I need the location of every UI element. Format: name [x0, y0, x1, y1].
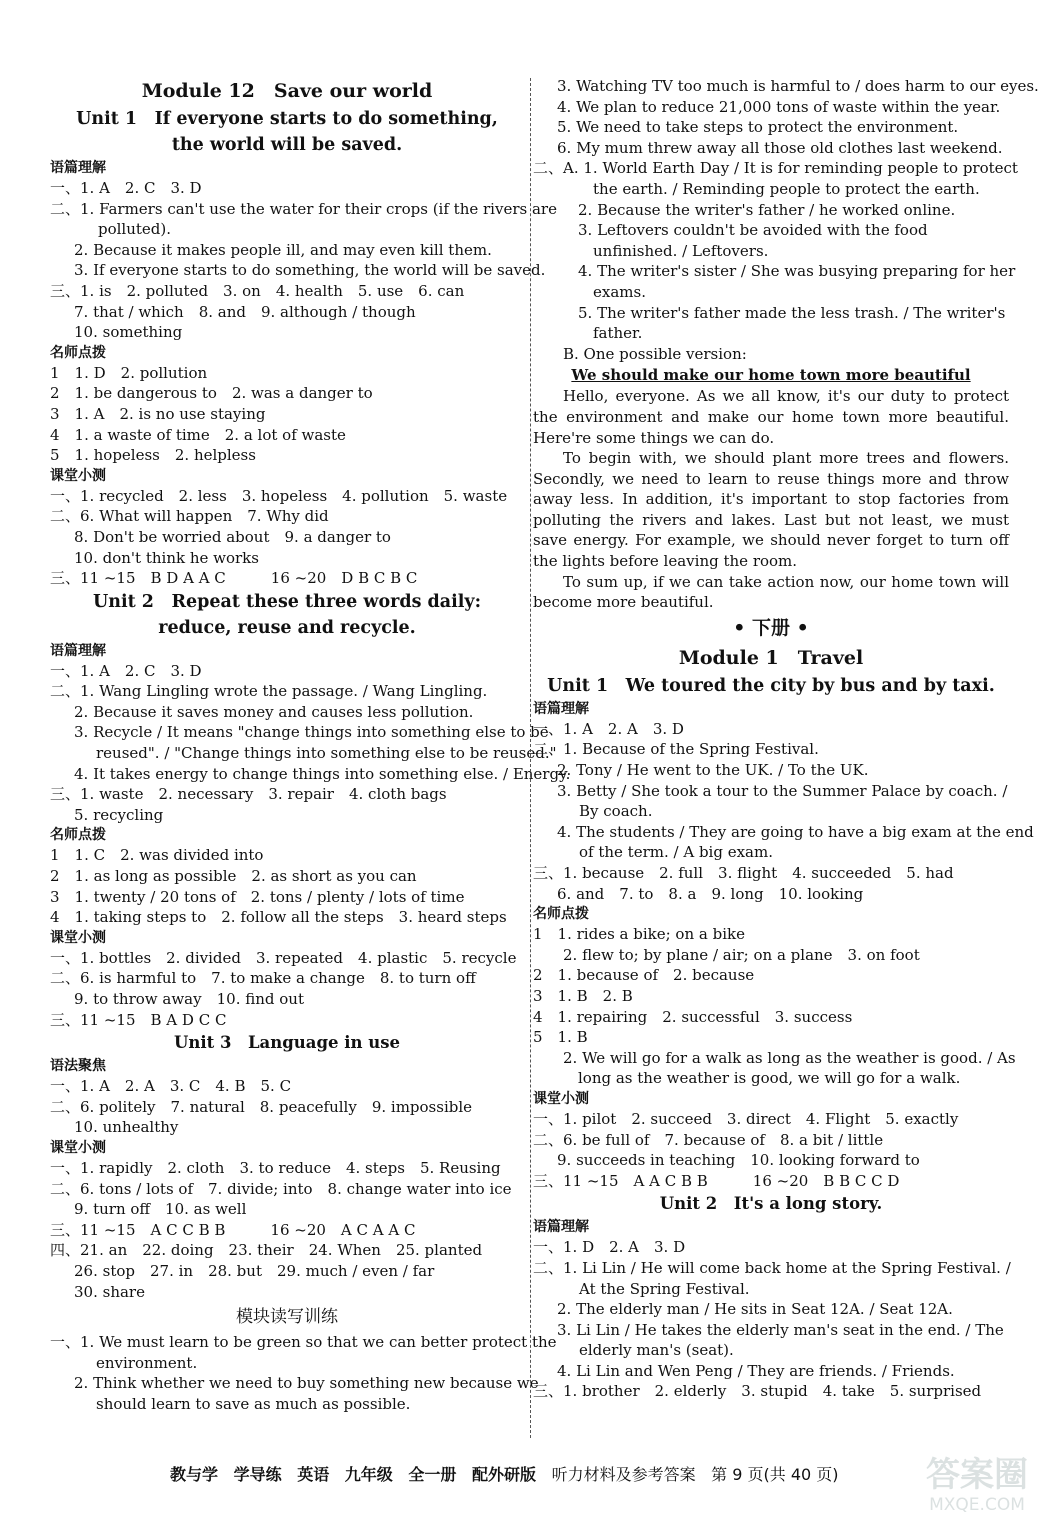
left-line: 2. Because it saves money and causes less pollution.	[74, 702, 474, 721]
left-line: 二、6. What will happen 7. Why did	[50, 507, 329, 526]
footer-content: 听力材料及参考答案	[551, 1465, 696, 1484]
left-line: 26. stop 27. in 28. but 29. much / even / far	[74, 1261, 435, 1280]
right-line: 语篇理解	[533, 700, 589, 717]
right-line: • 下册 •	[733, 616, 809, 639]
footer-grade: 九年级	[344, 1465, 393, 1484]
left-line: 语篇理解	[50, 160, 106, 176]
right-line: 3. Li Lin / He takes the elderly man's seat in the end. / The	[557, 1320, 1004, 1339]
right-line: of the term. / A big exam.	[579, 843, 773, 862]
left-line: 4 1. taking steps to 2. follow all the steps 3. heard steps	[50, 908, 507, 927]
left-line: Unit 3 Language in use	[173, 1033, 401, 1053]
right-line: 5. We need to take steps to protect the environment.	[557, 118, 959, 137]
right-line: 4. The students / They are going to have a big exam at the end	[557, 822, 1034, 841]
right-line: 3 1. B 2. B	[533, 986, 633, 1005]
left-line: 三、1. waste 2. necessary 3. repair 4. cloth bags	[50, 785, 447, 804]
left-line: 3. If everyone starts to do something, the world will be saved.	[74, 261, 546, 280]
left-line: 9. turn off 10. as well	[74, 1200, 247, 1219]
right-line: At the Spring Festival.	[579, 1279, 750, 1298]
left-line: 课堂小测	[50, 467, 106, 484]
watermark-text: 答案圈	[926, 1455, 1028, 1495]
right-line: Hello, everyone. As we all know, it's our duty to protect the environment and make our home town more beautiful. Here're some things we can do.	[533, 387, 1009, 447]
footer-book: 教与学	[170, 1465, 219, 1484]
right-line: 2. We will go for a walk as long as the weather is good. / As	[533, 1048, 1016, 1067]
footer-edition: 配外研版	[471, 1465, 536, 1484]
right-line: 4. We plan to reduce 21,000 tons of waste within the year.	[557, 97, 1001, 116]
left-line: 5 1. hopeless 2. helpless	[50, 446, 256, 465]
left-line: environment.	[96, 1353, 198, 1372]
left-line: 一、1. A 2. A 3. C 4. B 5. C	[50, 1077, 292, 1096]
right-line: 二、A. 1. World Earth Day / It is for reminding people to protect	[533, 159, 1018, 178]
right-line: exams.	[533, 282, 646, 301]
left-line: 3. Recycle / It means "change things into something else to be	[74, 723, 549, 742]
right-line: 三、1. brother 2. elderly 3. stupid 4. take 5. surprised	[533, 1382, 982, 1401]
right-line: 二、6. be full of 7. because of 8. a bit / little	[533, 1130, 884, 1149]
right-line: 三、11 ~15 A A C B B 16 ~20 B B C C D	[533, 1171, 900, 1190]
right-line: 2. flew to; by plane / air; on a plane 3. on foot	[533, 945, 920, 964]
left-line: 2. Because it makes people ill, and may even kill them.	[74, 240, 492, 259]
left-line: 四、21. an 22. doing 23. their 24. When 25. planted	[50, 1241, 483, 1260]
left-line: 名师点拨	[50, 827, 106, 844]
right-line: 名师点拨	[533, 906, 589, 923]
left-line: 三、11 ~15 B D A A C 16 ~20 D B C B C	[50, 569, 418, 588]
right-line: the earth. / Reminding people to protect the earth.	[533, 179, 980, 198]
left-line: 3 1. A 2. is no use staying	[50, 404, 266, 423]
left-line: 名师点拨	[50, 344, 106, 361]
right-line: 一、1. pilot 2. succeed 3. direct 4. Flight 5. exactly	[533, 1109, 959, 1128]
right-line: long as the weather is good, we will go for a walk.	[533, 1069, 961, 1088]
right-line: 6. and 7. to 8. a 9. long 10. looking	[557, 884, 864, 903]
right-line: 2. Tony / He went to the UK. / To the UK.	[557, 761, 869, 780]
left-line: 10. unhealthy	[74, 1118, 179, 1137]
left-line: Unit 2 Repeat these three words daily:	[92, 591, 482, 612]
right-line: We should make our home town more beautiful	[571, 366, 971, 385]
right-line: To begin with, we should plant more trees and flowers. Secondly, we need to learn to reuse things more and throw away less. In addition, it's important to stop factories from polluting the rivers and lakes. Last but not least, we must save energy. For example, we should never forget to turn off the lights before leaving the room.	[533, 449, 1009, 571]
watermark-url: MXQE.COM	[929, 1495, 1025, 1515]
left-line: 2 1. be dangerous to 2. was a danger to	[50, 384, 373, 403]
left-line: 10. something	[74, 323, 183, 342]
right-line: unfinished. / Leftovers.	[533, 241, 769, 260]
footer-page-number: 第 9 页(共 40 页)	[711, 1465, 839, 1484]
right-line: 9. succeeds in teaching 10. looking forward to	[557, 1151, 920, 1170]
left-line: 模块读写训练	[236, 1307, 338, 1328]
left-line: 2 1. as long as possible 2. as short as you can	[50, 867, 417, 886]
left-line: 1 1. D 2. pollution	[50, 363, 208, 382]
left-line: reduce, reuse and recycle.	[158, 617, 416, 638]
left-line: 一、1. A 2. C 3. D	[50, 661, 202, 680]
left-line: 课堂小测	[50, 1139, 106, 1156]
left-line: 3 1. twenty / 20 tons of 2. tons / plenty / lots of time	[50, 887, 465, 906]
left-line: Module 12 Save our world	[141, 80, 433, 102]
right-line: 语篇理解	[533, 1219, 589, 1236]
left-line: 三、1. is 2. polluted 3. on 4. health 5. use 6. can	[50, 281, 465, 300]
left-line: 一、1. A 2. C 3. D	[50, 179, 202, 197]
right-line: 1 1. rides a bike; on a bike	[533, 925, 745, 944]
right-line: 2. The elderly man / He sits in Seat 12A. / Seat 12A.	[557, 1300, 953, 1319]
left-line: 一、1. bottles 2. divided 3. repeated 4. plastic 5. recycle	[50, 948, 517, 967]
left-line: 语法聚焦	[50, 1058, 106, 1075]
right-line: 一、1. A 2. A 3. D	[533, 719, 684, 738]
right-line: 三、1. because 2. full 3. flight 4. succeeded 5. had	[533, 864, 954, 882]
left-line: reused". / "Change things into something else to be reused."	[96, 744, 557, 763]
left-line: 2. Think whether we need to buy something new because we	[74, 1374, 539, 1393]
left-line: 4. It takes energy to change things into something else. / Energy.	[74, 764, 571, 783]
right-line: 5. The writer's father made the less trash. / The writer's	[533, 303, 1006, 322]
left-line: 5. recycling	[74, 805, 164, 824]
left-line: Unit 1 If everyone starts to do something,	[76, 109, 498, 129]
right-line: 3. Betty / She took a tour to the Summer Palace by coach. /	[557, 781, 1008, 800]
footer-volume: 全一册	[408, 1465, 457, 1484]
right-line: 5 1. B	[533, 1028, 588, 1047]
right-line: Unit 1 We toured the city by bus and by taxi.	[547, 675, 995, 696]
left-line: 三、11 ~15 B A D C C	[50, 1010, 227, 1029]
left-line: 一、1. recycled 2. less 3. hopeless 4. pollution 5. waste	[50, 486, 508, 505]
watermark-logo	[907, 1455, 1047, 1527]
right-line: By coach.	[579, 802, 653, 821]
left-line: 课堂小测	[50, 929, 106, 946]
right-line: 3. Leftovers couldn't be avoided with the food	[533, 221, 928, 240]
left-line: 8. Don't be worried about 9. a danger to	[74, 527, 391, 546]
page-footer	[170, 1462, 890, 1485]
right-line: 课堂小测	[533, 1090, 589, 1107]
left-line: 语篇理解	[50, 642, 106, 659]
left-line: 一、1. We must learn to be green so that we can better protect the	[50, 1333, 557, 1352]
right-line: B. One possible version:	[533, 344, 747, 363]
right-column	[533, 76, 1039, 1402]
right-line: 二、1. Because of the Spring Festival.	[533, 740, 819, 759]
left-line: 1 1. C 2. was divided into	[50, 846, 264, 865]
left-line: 30. share	[74, 1282, 145, 1301]
footer-subject: 英语	[297, 1465, 330, 1484]
left-line: should learn to save as much as possible.	[96, 1394, 411, 1413]
right-line: 2. Because the writer's father / he worked online.	[533, 200, 956, 219]
column-divider	[530, 78, 531, 1438]
footer-series: 学导练	[233, 1465, 282, 1484]
left-line: 一、1. rapidly 2. cloth 3. to reduce 4. steps 5. Reusing	[50, 1158, 501, 1177]
left-line: 4 1. a waste of time 2. a lot of waste	[50, 425, 346, 444]
left-line: polluted).	[98, 220, 172, 239]
right-line: 3. Watching TV too much is harmful to / does harm to our eyes.	[557, 77, 1039, 95]
left-line: 三、11 ~15 A C C B B 16 ~20 A C A A C	[50, 1220, 416, 1239]
right-line: 6. My mum threw away all those old clothes last weekend.	[557, 138, 1003, 157]
right-line: 一、1. D 2. A 3. D	[533, 1238, 686, 1257]
right-line: father.	[533, 324, 643, 343]
right-line: Unit 2 It's a long story.	[659, 1194, 883, 1214]
left-line: 二、6. politely 7. natural 8. peacefully 9. impossible	[50, 1097, 473, 1116]
left-line: 二、1. Wang Lingling wrote the passage. / Wang Lingling.	[50, 682, 488, 701]
right-line: 4 1. repairing 2. successful 3. success	[533, 1007, 853, 1026]
left-line: 9. to throw away 10. find out	[74, 990, 304, 1008]
left-line: 二、1. Farmers can't use the water for their crops (if the rivers are	[50, 199, 557, 218]
right-line: 4. Li Lin and Wen Peng / They are friends. / Friends.	[557, 1361, 955, 1380]
left-line: 10. don't think he works	[74, 548, 259, 567]
right-line: 4. The writer's sister / She was busying preparing for her	[533, 262, 1016, 281]
left-line: the world will be saved.	[171, 135, 403, 155]
left-line: 二、6. is harmful to 7. to make a change 8. to turn off	[50, 969, 476, 988]
left-line: 二、6. tons / lots of 7. divide; into 8. change water into ice	[50, 1179, 512, 1198]
right-line: Module 1 Travel	[678, 646, 864, 669]
right-line: 2 1. because of 2. because	[533, 966, 755, 985]
right-line: To sum up, if we can take action now, our home town will become more beautiful.	[533, 572, 1009, 612]
right-line: 二、1. Li Lin / He will come back home at the Spring Festival. /	[533, 1258, 1011, 1277]
left-line: 7. that / which 8. and 9. although / though	[74, 302, 416, 321]
right-line: elderly man's (seat).	[579, 1341, 734, 1360]
